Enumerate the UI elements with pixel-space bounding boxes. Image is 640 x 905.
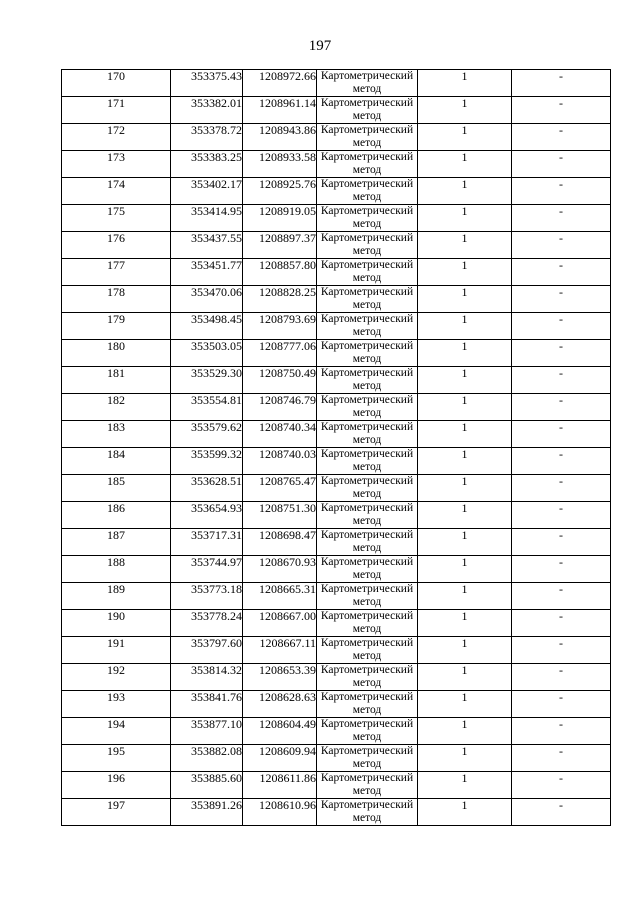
note-cell: - [512, 367, 611, 394]
x-coordinate-cell: 353579.62 [171, 421, 243, 448]
method-cell: Картометрический метод [317, 178, 418, 205]
y-coordinate-cell: 1208919.05 [243, 205, 317, 232]
x-coordinate-cell: 353654.93 [171, 502, 243, 529]
x-coordinate-cell: 353498.45 [171, 313, 243, 340]
count-cell: 1 [418, 556, 512, 583]
x-coordinate-cell: 353717.31 [171, 529, 243, 556]
table-row [62, 718, 611, 745]
note-cell: - [512, 394, 611, 421]
note-cell: - [512, 637, 611, 664]
note-cell: - [512, 448, 611, 475]
table-row [62, 313, 611, 340]
count-cell: 1 [418, 637, 512, 664]
y-coordinate-cell: 1208925.76 [243, 178, 317, 205]
y-coordinate-cell: 1208897.37 [243, 232, 317, 259]
x-coordinate-cell: 353885.60 [171, 772, 243, 799]
count-cell: 1 [418, 259, 512, 286]
y-coordinate-cell: 1208740.34 [243, 421, 317, 448]
y-coordinate-cell: 1208751.30 [243, 502, 317, 529]
note-cell: - [512, 178, 611, 205]
point-number-cell: 187 [62, 529, 171, 556]
note-cell: - [512, 259, 611, 286]
x-coordinate-cell: 353470.06 [171, 286, 243, 313]
method-cell: Картометрический метод [317, 772, 418, 799]
table-row [62, 205, 611, 232]
y-coordinate-cell: 1208670.93 [243, 556, 317, 583]
x-coordinate-cell: 353414.95 [171, 205, 243, 232]
note-cell: - [512, 340, 611, 367]
table-row [62, 556, 611, 583]
method-cell: Картометрический метод [317, 340, 418, 367]
method-cell: Картометрический метод [317, 529, 418, 556]
method-cell: Картометрический метод [317, 124, 418, 151]
x-coordinate-cell: 353814.32 [171, 664, 243, 691]
point-number-cell: 173 [62, 151, 171, 178]
y-coordinate-cell: 1208628.63 [243, 691, 317, 718]
point-number-cell: 190 [62, 610, 171, 637]
count-cell: 1 [418, 664, 512, 691]
y-coordinate-cell: 1208793.69 [243, 313, 317, 340]
x-coordinate-cell: 353599.32 [171, 448, 243, 475]
x-coordinate-cell: 353402.17 [171, 178, 243, 205]
point-number-cell: 194 [62, 718, 171, 745]
coordinates-table [61, 69, 611, 826]
y-coordinate-cell: 1208611.86 [243, 772, 317, 799]
method-cell: Картометрический метод [317, 97, 418, 124]
method-cell: Картометрический метод [317, 745, 418, 772]
y-coordinate-cell: 1208609.94 [243, 745, 317, 772]
point-number-cell: 192 [62, 664, 171, 691]
y-coordinate-cell: 1208972.66 [243, 70, 317, 97]
point-number-cell: 197 [62, 799, 171, 826]
point-number-cell: 185 [62, 475, 171, 502]
count-cell: 1 [418, 205, 512, 232]
count-cell: 1 [418, 367, 512, 394]
count-cell: 1 [418, 151, 512, 178]
y-coordinate-cell: 1208828.25 [243, 286, 317, 313]
point-number-cell: 179 [62, 313, 171, 340]
table-row [62, 691, 611, 718]
x-coordinate-cell: 353628.51 [171, 475, 243, 502]
point-number-cell: 181 [62, 367, 171, 394]
count-cell: 1 [418, 745, 512, 772]
count-cell: 1 [418, 583, 512, 610]
note-cell: - [512, 556, 611, 583]
count-cell: 1 [418, 286, 512, 313]
method-cell: Картометрический метод [317, 259, 418, 286]
point-number-cell: 189 [62, 583, 171, 610]
y-coordinate-cell: 1208857.80 [243, 259, 317, 286]
note-cell: - [512, 70, 611, 97]
method-cell: Картометрический метод [317, 556, 418, 583]
table-row [62, 151, 611, 178]
table-row [62, 259, 611, 286]
method-cell: Картометрический метод [317, 691, 418, 718]
y-coordinate-cell: 1208667.11 [243, 637, 317, 664]
count-cell: 1 [418, 421, 512, 448]
point-number-cell: 175 [62, 205, 171, 232]
x-coordinate-cell: 353437.55 [171, 232, 243, 259]
note-cell: - [512, 799, 611, 826]
count-cell: 1 [418, 70, 512, 97]
y-coordinate-cell: 1208746.79 [243, 394, 317, 421]
count-cell: 1 [418, 97, 512, 124]
x-coordinate-cell: 353451.77 [171, 259, 243, 286]
point-number-cell: 177 [62, 259, 171, 286]
note-cell: - [512, 718, 611, 745]
y-coordinate-cell: 1208943.86 [243, 124, 317, 151]
note-cell: - [512, 583, 611, 610]
x-coordinate-cell: 353882.08 [171, 745, 243, 772]
count-cell: 1 [418, 610, 512, 637]
table-row [62, 124, 611, 151]
note-cell: - [512, 151, 611, 178]
method-cell: Картометрический метод [317, 394, 418, 421]
table-row [62, 745, 611, 772]
y-coordinate-cell: 1208777.06 [243, 340, 317, 367]
point-number-cell: 172 [62, 124, 171, 151]
y-coordinate-cell: 1208933.58 [243, 151, 317, 178]
x-coordinate-cell: 353383.25 [171, 151, 243, 178]
method-cell: Картометрический метод [317, 718, 418, 745]
method-cell: Картометрический метод [317, 367, 418, 394]
point-number-cell: 195 [62, 745, 171, 772]
note-cell: - [512, 610, 611, 637]
point-number-cell: 182 [62, 394, 171, 421]
y-coordinate-cell: 1208740.03 [243, 448, 317, 475]
count-cell: 1 [418, 340, 512, 367]
table-row [62, 448, 611, 475]
method-cell: Картометрический метод [317, 151, 418, 178]
y-coordinate-cell: 1208610.96 [243, 799, 317, 826]
x-coordinate-cell: 353891.26 [171, 799, 243, 826]
table-row [62, 232, 611, 259]
coordinates-table-body [62, 70, 611, 826]
y-coordinate-cell: 1208665.31 [243, 583, 317, 610]
count-cell: 1 [418, 718, 512, 745]
method-cell: Картометрический метод [317, 610, 418, 637]
count-cell: 1 [418, 232, 512, 259]
method-cell: Картометрический метод [317, 448, 418, 475]
note-cell: - [512, 529, 611, 556]
table-row [62, 799, 611, 826]
method-cell: Картометрический метод [317, 70, 418, 97]
count-cell: 1 [418, 691, 512, 718]
count-cell: 1 [418, 475, 512, 502]
x-coordinate-cell: 353382.01 [171, 97, 243, 124]
table-row [62, 637, 611, 664]
count-cell: 1 [418, 124, 512, 151]
note-cell: - [512, 205, 611, 232]
note-cell: - [512, 691, 611, 718]
method-cell: Картометрический метод [317, 205, 418, 232]
method-cell: Картометрический метод [317, 583, 418, 610]
note-cell: - [512, 421, 611, 448]
y-coordinate-cell: 1208653.39 [243, 664, 317, 691]
x-coordinate-cell: 353778.24 [171, 610, 243, 637]
point-number-cell: 186 [62, 502, 171, 529]
table-row [62, 475, 611, 502]
count-cell: 1 [418, 178, 512, 205]
x-coordinate-cell: 353877.10 [171, 718, 243, 745]
method-cell: Картометрический метод [317, 232, 418, 259]
x-coordinate-cell: 353744.97 [171, 556, 243, 583]
point-number-cell: 180 [62, 340, 171, 367]
y-coordinate-cell: 1208750.49 [243, 367, 317, 394]
point-number-cell: 191 [62, 637, 171, 664]
count-cell: 1 [418, 394, 512, 421]
y-coordinate-cell: 1208698.47 [243, 529, 317, 556]
note-cell: - [512, 124, 611, 151]
table-row [62, 286, 611, 313]
y-coordinate-cell: 1208604.49 [243, 718, 317, 745]
method-cell: Картометрический метод [317, 313, 418, 340]
method-cell: Картометрический метод [317, 637, 418, 664]
note-cell: - [512, 97, 611, 124]
page-number: 197 [308, 38, 332, 54]
count-cell: 1 [418, 772, 512, 799]
count-cell: 1 [418, 502, 512, 529]
method-cell: Картометрический метод [317, 475, 418, 502]
y-coordinate-cell: 1208765.47 [243, 475, 317, 502]
count-cell: 1 [418, 313, 512, 340]
table-row [62, 178, 611, 205]
table-row [62, 97, 611, 124]
table-row [62, 502, 611, 529]
table-row [62, 340, 611, 367]
table-row [62, 394, 611, 421]
point-number-cell: 170 [62, 70, 171, 97]
point-number-cell: 184 [62, 448, 171, 475]
y-coordinate-cell: 1208961.14 [243, 97, 317, 124]
y-coordinate-cell: 1208667.00 [243, 610, 317, 637]
note-cell: - [512, 745, 611, 772]
note-cell: - [512, 286, 611, 313]
table-row [62, 421, 611, 448]
x-coordinate-cell: 353529.30 [171, 367, 243, 394]
table-row [62, 529, 611, 556]
note-cell: - [512, 313, 611, 340]
point-number-cell: 188 [62, 556, 171, 583]
table-row [62, 664, 611, 691]
note-cell: - [512, 232, 611, 259]
method-cell: Картометрический метод [317, 799, 418, 826]
point-number-cell: 176 [62, 232, 171, 259]
note-cell: - [512, 664, 611, 691]
table-row [62, 583, 611, 610]
method-cell: Картометрический метод [317, 664, 418, 691]
count-cell: 1 [418, 448, 512, 475]
x-coordinate-cell: 353797.60 [171, 637, 243, 664]
count-cell: 1 [418, 529, 512, 556]
point-number-cell: 193 [62, 691, 171, 718]
note-cell: - [512, 475, 611, 502]
table-row [62, 610, 611, 637]
method-cell: Картометрический метод [317, 502, 418, 529]
x-coordinate-cell: 353378.72 [171, 124, 243, 151]
method-cell: Картометрический метод [317, 286, 418, 313]
point-number-cell: 171 [62, 97, 171, 124]
table-row [62, 367, 611, 394]
table-row [62, 772, 611, 799]
point-number-cell: 196 [62, 772, 171, 799]
note-cell: - [512, 772, 611, 799]
x-coordinate-cell: 353773.18 [171, 583, 243, 610]
point-number-cell: 183 [62, 421, 171, 448]
table-row [62, 70, 611, 97]
x-coordinate-cell: 353375.43 [171, 70, 243, 97]
x-coordinate-cell: 353554.81 [171, 394, 243, 421]
x-coordinate-cell: 353841.76 [171, 691, 243, 718]
note-cell: - [512, 502, 611, 529]
point-number-cell: 178 [62, 286, 171, 313]
method-cell: Картометрический метод [317, 421, 418, 448]
count-cell: 1 [418, 799, 512, 826]
point-number-cell: 174 [62, 178, 171, 205]
x-coordinate-cell: 353503.05 [171, 340, 243, 367]
